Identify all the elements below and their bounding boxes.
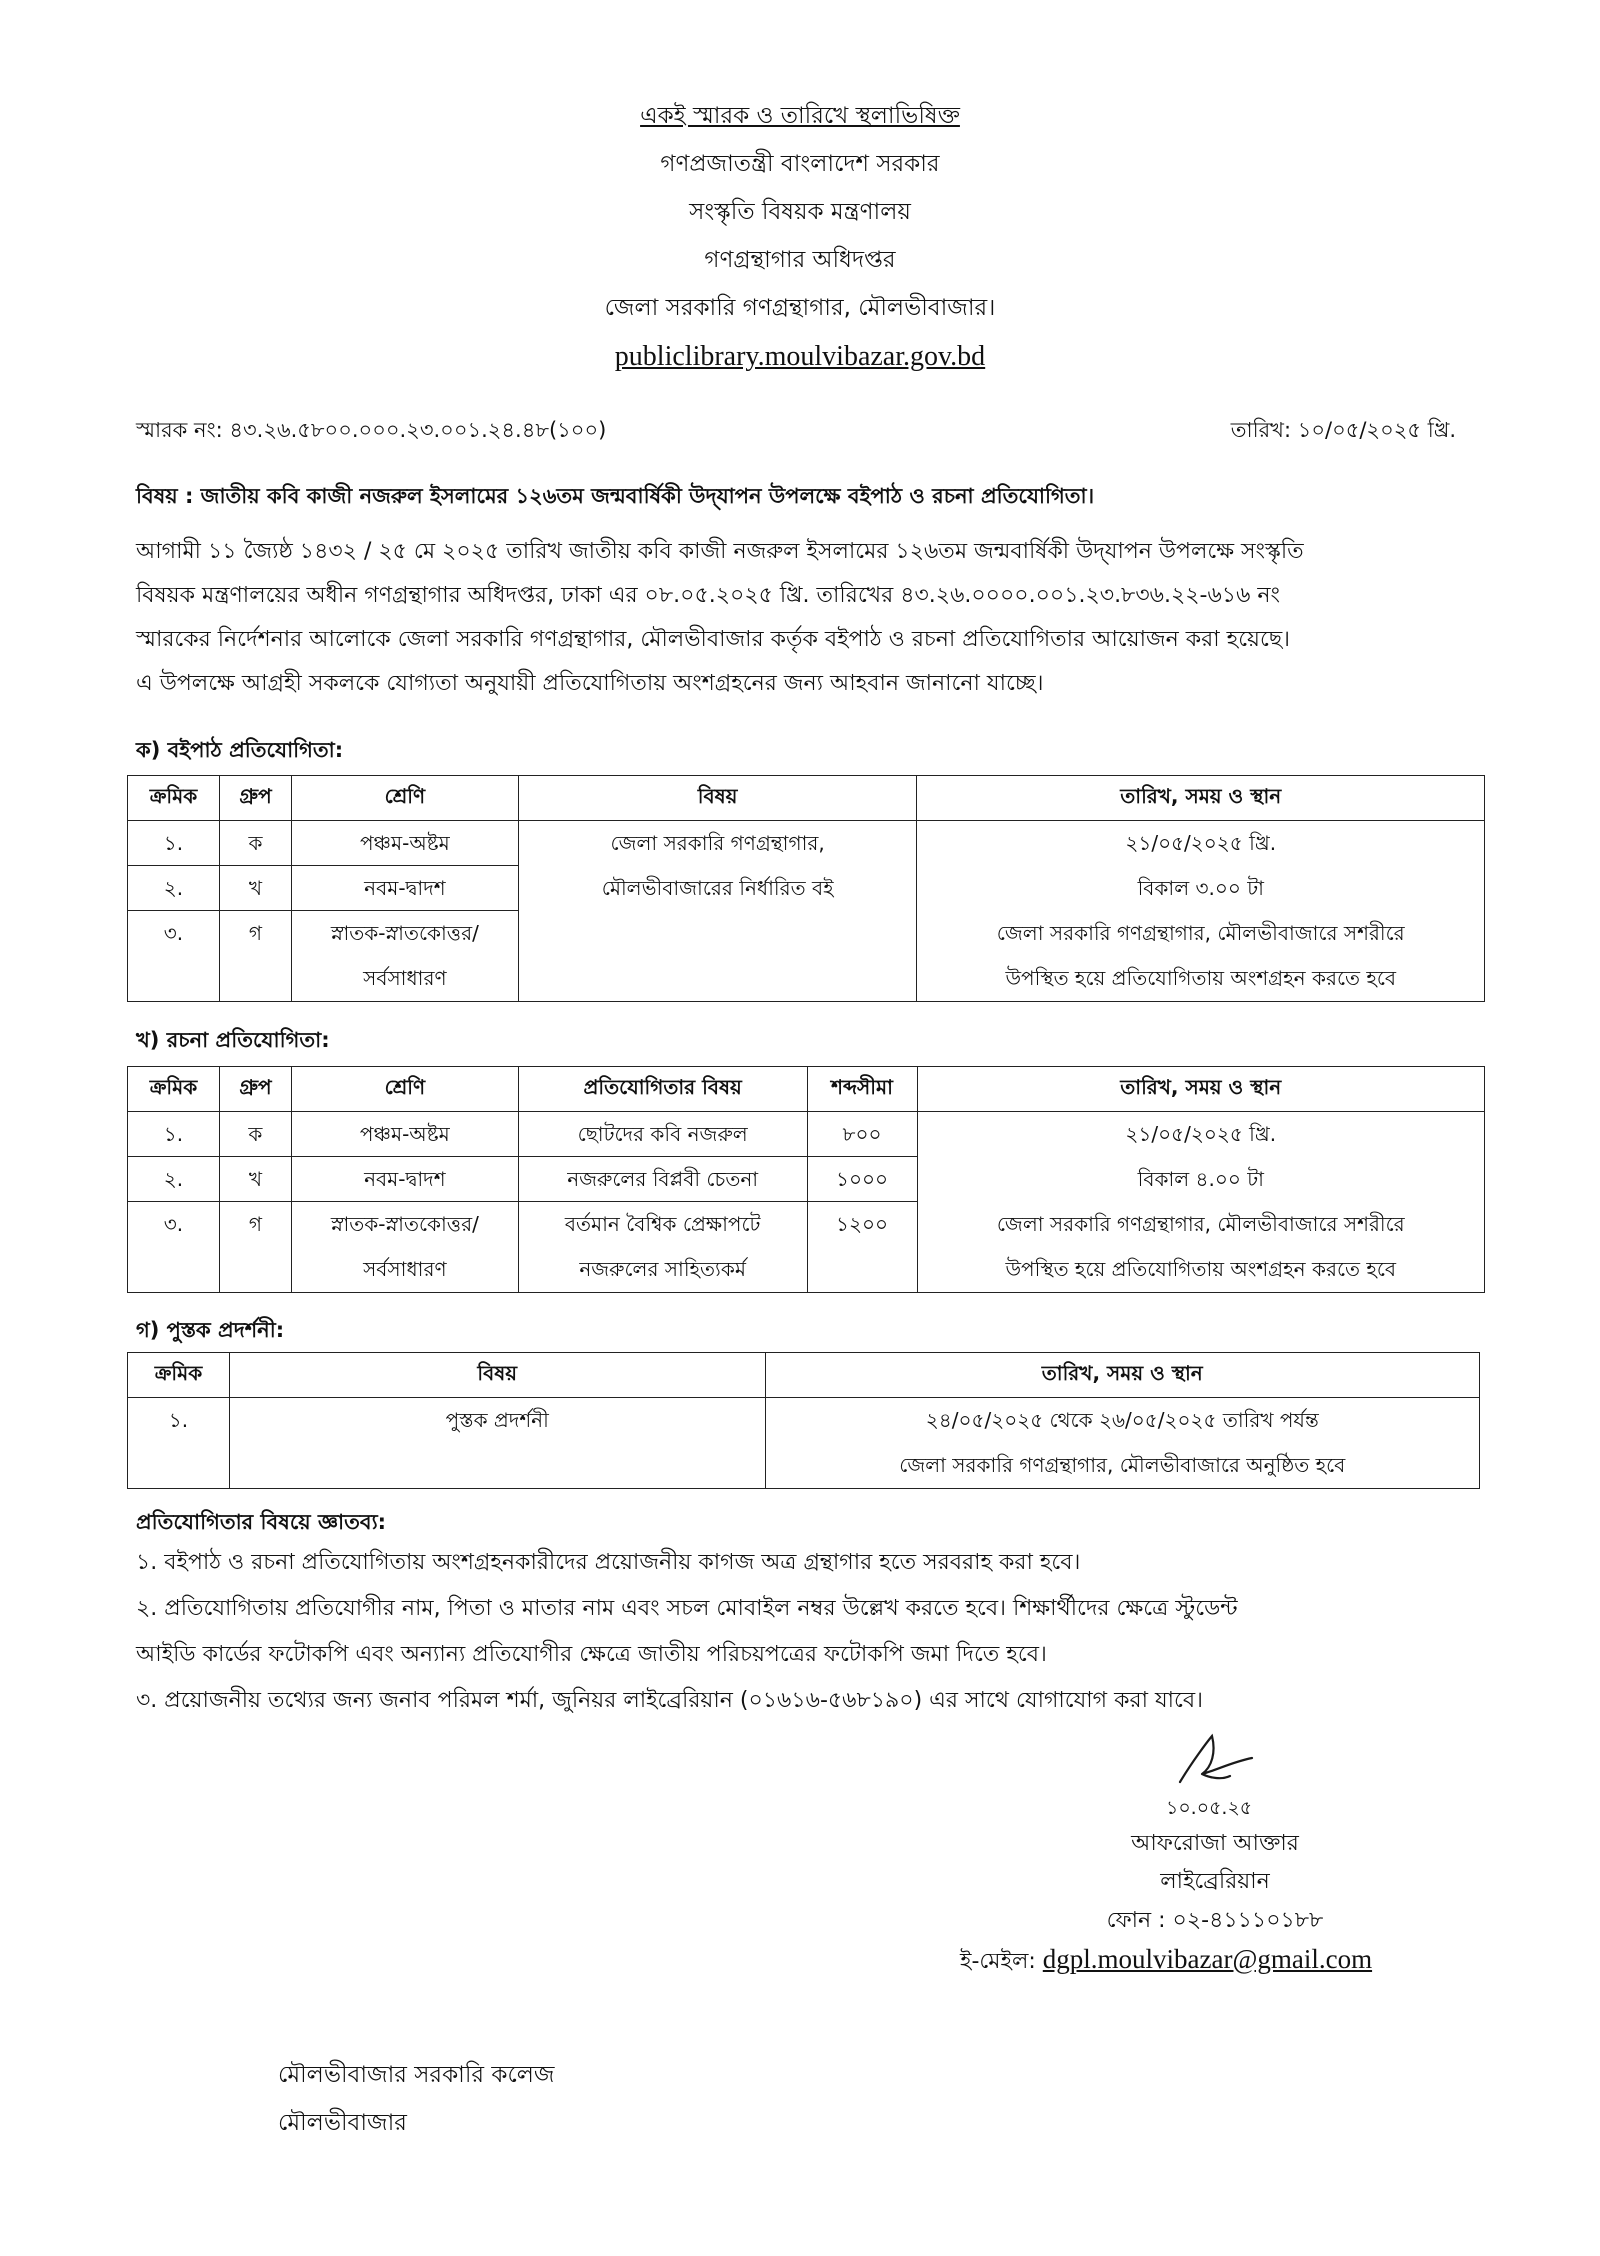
note-item: ১. বইপাঠ ও রচনা প্রতিযোগিতায় অংশগ্রহনকারীদের প্রয়োজনীয় কাগজ অত্র গ্রন্থাগার হতে সরবরাহ করা হবে।: [136, 1550, 1081, 1575]
top-note: একই স্মারক ও তারিখে স্থলাভিষিক্ত: [640, 103, 960, 129]
class-line-1: স্নাতক-স্নাতকোত্তর/: [330, 1212, 479, 1236]
col-header-serial: ক্রমিক: [128, 776, 220, 821]
col-header-venue: তারিখ, সময় ও স্থান: [917, 776, 1485, 821]
class-line-2: সর্বসাধারণ: [363, 1257, 447, 1281]
topic-line-1: বর্তমান বৈশ্বিক প্রেক্ষাপটে: [564, 1212, 761, 1236]
serial-cell: ৩.: [128, 911, 220, 1002]
serial-cell: ১.: [128, 1398, 230, 1489]
section-b-title: খ) রচনা প্রতিযোগিতা:: [136, 1028, 330, 1052]
note-item: ৩. প্রয়োজনীয় তথ্যের জন্য জনাব পরিমল শর্মা, জুনিয়র লাইব্রেরিয়ান (০১৬১৬-৫৬৮১৯০) এর সাথে যোগাযোগ করা যাবে।: [136, 1688, 1203, 1713]
essay-competition-table: [127, 1066, 1485, 1293]
ministry-name: সংস্কৃতি বিষয়ক মন্ত্রণালয়: [689, 199, 911, 225]
col-header-venue: তারিখ, সময় ও স্থান: [765, 1353, 1479, 1398]
body-paragraph: [136, 530, 1466, 706]
body-line: এ উপলক্ষে আগ্রহী সকলকে যোগ্যতা অনুযায়ী প্রতিযোগিতায় অংশগ্রহনের জন্য আহবান জানানো যাচ্ছে।: [136, 671, 1044, 696]
col-header-serial: ক্রমিক: [128, 1353, 230, 1398]
col-header-serial: ক্রমিক: [128, 1067, 220, 1112]
serial-cell: ১.: [128, 821, 220, 866]
venue-instruction: উপস্থিত হয়ে প্রতিযোগিতায় অংশগ্রহন করতে হবে: [1005, 966, 1397, 990]
class-cell: নবম-দ্বাদশ: [291, 866, 518, 911]
class-line-1: স্নাতক-স্নাতকোত্তর/: [330, 921, 479, 945]
venue-time: বিকাল ৪.০০ টা: [1137, 1167, 1264, 1191]
venue-cell: [917, 821, 1485, 1002]
notes-title: প্রতিযোগিতার বিষয়ে জ্ঞাতব্য:: [136, 1510, 387, 1534]
serial-cell: ২.: [128, 1157, 220, 1202]
body-line: বিষয়ক মন্ত্রণালয়ের অধীন গণগ্রন্থাগার অধিদপ্তর, ঢাকা এর ০৮.০৫.২০২৫ খ্রি. তারিখের ৪৩.২৬.০০০০.০০১.২৩.৮৩৬.২২-৬১৬ নং: [136, 583, 1280, 608]
col-header-group: গ্রুপ: [219, 1067, 291, 1112]
topic-line-2: নজরুলের সাহিত্যকর্ম: [579, 1257, 746, 1281]
subject-line-1: জেলা সরকারি গণগ্রন্থাগার,: [610, 831, 825, 855]
table-row: [128, 1398, 1480, 1489]
section-c-title: গ) পুস্তক প্রদর্শনী:: [136, 1318, 285, 1342]
table-row: [128, 821, 1485, 866]
table-header-row: [128, 1067, 1485, 1112]
table-header-row: [128, 776, 1485, 821]
venue-time: বিকাল ৩.০০ টা: [1137, 876, 1264, 900]
subject-line-2: মৌলভীবাজারের নির্ধারিত বই: [601, 876, 834, 900]
venue-dates: ২৪/০৫/২০২৫ থেকে ২৬/০৫/২০২৫ তারিখ পর্যন্ত: [925, 1408, 1319, 1432]
subject-cell: [518, 821, 917, 1002]
recipient-line-1: মৌলভীবাজার সরকারি কলেজ: [278, 2062, 555, 2088]
note-item: আইডি কার্ডের ফটোকপি এবং অন্যান্য প্রতিযোগীর ক্ষেত্রে জাতীয় পরিচয়পত্রের ফটোকপি জমা দিতে হবে।: [136, 1642, 1047, 1667]
serial-cell: ৩.: [128, 1202, 220, 1293]
col-header-venue: তারিখ, সময় ও স্থান: [917, 1067, 1485, 1112]
signature-scribble: [1172, 1732, 1262, 1792]
group-cell: ক: [219, 821, 291, 866]
body-line: আগামী ১১ জ্যৈষ্ঠ ১৪৩২ / ২৫ মে ২০২৫ তারিখ জাতীয় কবি কাজী নজরুল ইসলামের ১২৬তম জন্মবার্ষিকী উদ্‌যাপন উপলক্ষে সংস্কৃতি: [136, 539, 1304, 564]
venue-place: জেলা সরকারি গণগ্রন্থাগার, মৌলভীবাজারে সশরীরে: [996, 921, 1405, 945]
table-row: [128, 1112, 1485, 1157]
topic-cell: ছোটদের কবি নজরুল: [518, 1112, 807, 1157]
memo-date: তারিখ: ১০/০৫/২০২৫ খ্রি.: [1230, 418, 1456, 442]
col-header-group: গ্রুপ: [219, 776, 291, 821]
venue-cell: [765, 1398, 1479, 1489]
website-link[interactable]: publiclibrary.moulvibazar.gov.bd: [614, 341, 986, 372]
group-cell: গ: [219, 911, 291, 1002]
venue-place: জেলা সরকারি গণগ্রন্থাগার, মৌলভীবাজারে সশরীরে: [996, 1212, 1405, 1236]
class-line-2: সর্বসাধারণ: [363, 966, 447, 990]
table-header-row: [128, 1353, 1480, 1398]
word-limit-cell: ৮০০: [807, 1112, 917, 1157]
memo-number: স্মারক নং: ৪৩.২৬.৫৮০০.০০০.২৩.০০১.২৪.৪৮(১০০): [136, 418, 607, 442]
serial-cell: ২.: [128, 866, 220, 911]
body-line: স্মারকের নির্দেশনার আলোকে জেলা সরকারি গণগ্রন্থাগার, মৌলভীবাজার কর্তৃক বইপাঠ ও রচনা প্রতিযোগিতার আয়োজন করা হয়েছে।: [136, 627, 1291, 652]
recipient-line-2: মৌলভীবাজার: [278, 2110, 407, 2136]
col-header-word-limit: শব্দসীমা: [807, 1067, 917, 1112]
col-header-class: শ্রেণি: [291, 776, 518, 821]
signatory-designation: লাইব্রেরিয়ান: [1160, 1869, 1270, 1894]
group-cell: গ: [219, 1202, 291, 1293]
email-link[interactable]: dgpl.moulvibazar@gmail.com: [1042, 1944, 1373, 1974]
office-name: জেলা সরকারি গণগ্রন্থাগার, মৌলভীবাজার।: [604, 295, 996, 321]
class-cell: [291, 911, 518, 1002]
class-cell: নবম-দ্বাদশ: [291, 1157, 518, 1202]
class-cell: [291, 1202, 518, 1293]
signatory-name: আফরোজা আক্তার: [1131, 1831, 1299, 1856]
subject-line: বিষয় : জাতীয় কবি কাজী নজরুল ইসলামের ১২৬তম জন্মবার্ষিকী উদ্‌যাপন উপলক্ষে বইপাঠ ও রচনা প্রতিযোগিতা।: [136, 484, 1095, 508]
venue-cell: [917, 1112, 1485, 1293]
word-limit-cell: ১২০০: [807, 1202, 917, 1293]
serial-cell: ১.: [128, 1112, 220, 1157]
email-row: [960, 1944, 1372, 1981]
note-item: ২. প্রতিযোগিতায় প্রতিযোগীর নাম, পিতা ও মাতার নাম এবং সচল মোবাইল নম্বর উল্লেখ করতে হবে। শিক্ষার্থীদের ক্ষেত্রে স্টুডেন্ট: [136, 1596, 1238, 1621]
subject-cell: পুস্তক প্রদর্শনী: [229, 1398, 765, 1489]
notes-list: [136, 1540, 1466, 1724]
col-header-subject: বিষয়: [229, 1353, 765, 1398]
group-cell: খ: [219, 866, 291, 911]
word-limit-cell: ১০০০: [807, 1157, 917, 1202]
reading-competition-table: [127, 775, 1485, 1002]
venue-instruction: উপস্থিত হয়ে প্রতিযোগিতায় অংশগ্রহন করতে হবে: [1005, 1257, 1397, 1281]
section-a-title: ক) বইপাঠ প্রতিযোগিতা:: [136, 738, 344, 762]
class-cell: পঞ্চম-অষ্টম: [291, 1112, 518, 1157]
col-header-topic: প্রতিযোগিতার বিষয়: [518, 1067, 807, 1112]
group-cell: খ: [219, 1157, 291, 1202]
venue-place: জেলা সরকারি গণগ্রন্থাগার, মৌলভীবাজারে অনুষ্ঠিত হবে: [899, 1453, 1346, 1477]
directorate-name: গণগ্রন্থাগার অধিদপ্তর: [704, 247, 896, 273]
signature-date: ১০.০৫.২৫: [1166, 1797, 1253, 1819]
book-exhibition-table: [127, 1352, 1480, 1489]
topic-cell: নজরুলের বিপ্লবী চেতনা: [518, 1157, 807, 1202]
topic-cell: [518, 1202, 807, 1293]
signatory-phone: ফোন : ০২-৪১১১০১৮৮: [1106, 1908, 1324, 1933]
col-header-subject: বিষয়: [518, 776, 917, 821]
government-name: গণপ্রজাতন্ত্রী বাংলাদেশ সরকার: [660, 151, 940, 177]
venue-date: ২১/০৫/২০২৫ খ্রি.: [1125, 831, 1277, 855]
venue-date: ২১/০৫/২০২৫ খ্রি.: [1125, 1122, 1277, 1146]
col-header-class: শ্রেণি: [291, 1067, 518, 1112]
class-cell: পঞ্চম-অষ্টম: [291, 821, 518, 866]
group-cell: ক: [219, 1112, 291, 1157]
email-label: ই-মেইল:: [960, 1949, 1036, 1974]
